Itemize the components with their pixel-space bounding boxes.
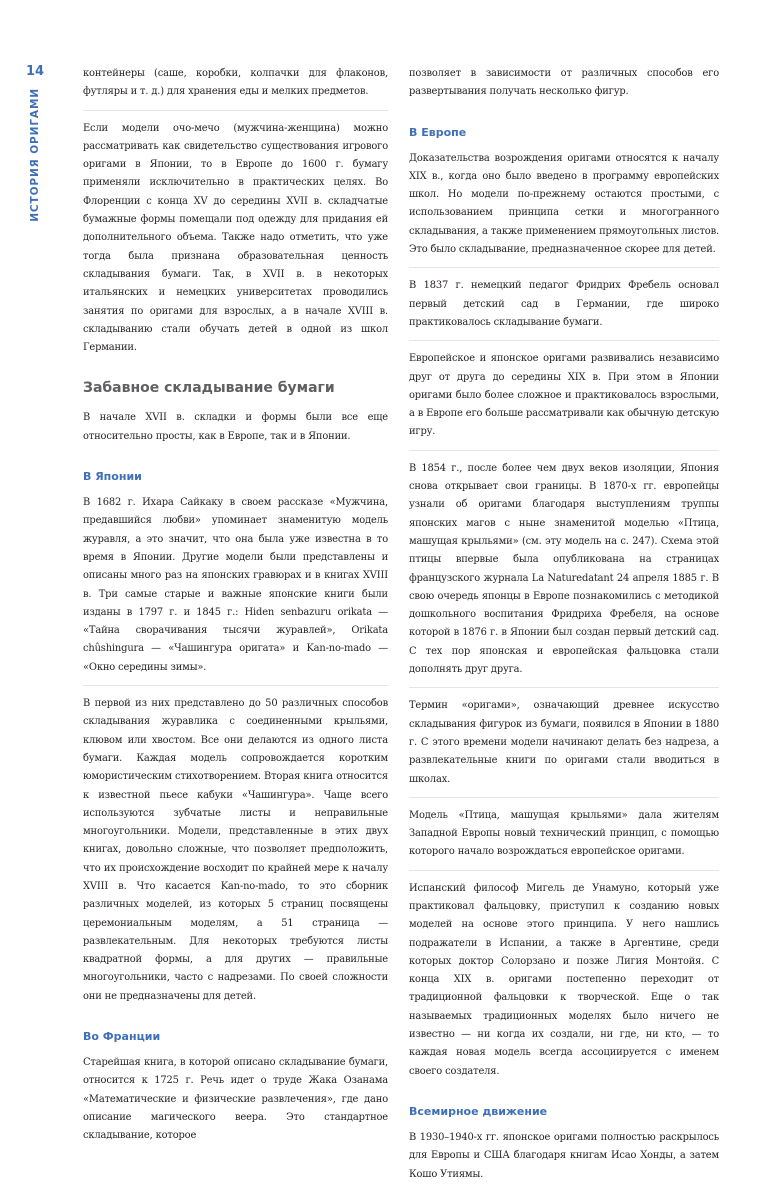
paragraph: Модель «Птица, машущая крыльями» дала жителям Западной Европы новый технический принцип, с помощью которого начало возрождаться европейское оригами.: [409, 807, 719, 871]
section-heading: Забавное складывание бумаги: [83, 380, 335, 397]
paragraph: Испанский философ Мигель де Унамуно, который уже практиковал фальцовку, приступил к созданию новых моделей на основе этого принципа. У него нашлись подражатели в Испании, а также в Аргентине, среди которых доктор Солорзано и позже Лигия Монтойя. С конца XIX в. оригами постепенно переходит от традиционной фальцовки к творческой. Еще о так называемых традиционных моделях было ничего не известно — ни когда их создали, ни где, ни кто, — то каждая новая модель всегда ассоциируется с именем своего создателя.: [409, 882, 719, 1077]
paragraph: В начале XVII в. складки и формы были все еще относительно просты, как в Европе, так и в Японии.: [83, 412, 388, 442]
paragraph: Старейшая книга, в которой описано складывание бумаги, относится к 1725 г. Речь идет о труде Жака Озанама «Математические и физические развлечения», где дано описание магического веера. Это стандартное складывание, которое: [83, 1057, 388, 1142]
paragraph: В 1837 г. немецкий педагог Фридрих Фребель основал первый детский сад в Германии, где широко практиковалось складывание бумаги.: [409, 277, 719, 341]
paragraph: В первой из них представлено до 50 различных способов складывания журавлика с соединенными крыльями, клювом или хвостом. Все они делаются из одного листа бумаги. Каждая модель сопровождается коротким юмористическим стихотворением. Вторая книга относится к известной пьесе кабуки «Чашингура». Чаще всего используются зубчатые листы и неправильные многоугольники. Модели, представленные в этих двух книгах, довольно сложные, что позволяет предположить, что их происхождение восходит по крайней мере к началу XVIII в. Что касается Kan-no-mado, то это сборник различных моделей, из которых 5 страниц посвящены церемониальным моделям, а 51 страница — развлекательным. Для некоторых требуются листы квадратной формы, а для других — правильные многоугольники, часто с надрезами. По своей сложности они не предназначены для детей.: [83, 698, 388, 1002]
paragraph: Если модели очо-мечо (мужчина-женщина) можно рассматривать как свидетельство существования игрового оригами в Японии, то в Европе до 1600 г. бумагу применяли исключительно в практических целях. Во Флоренции с конца XV до середины XVII в. складчатые бумажные формы помещали под одежду для придания ей дополнительного объема. Также надо отметить, что уже тогда была признана образовательная ценность складывания бумаги. Так, в XVII в. в некоторых итальянских и немецких университетах проводились занятия по оригами для взрослых, а в начале XVIII в. складыванию стали обучать детей в одной из школ Германии.: [83, 122, 388, 354]
paragraph: Европейское и японское оригами развивались независимо друг от друга до середины XIX в. При этом в Японии оригами было более сложное и практиковалось взрослыми, а в Европе его больше рассматривали как обычную детскую игру.: [409, 350, 719, 450]
paragraph: В 1930–1940-х гг. японское оригами полностью раскрылось для Европы и США благодаря книгам Исао Хонды, а затем Кошо Утиямы.: [409, 1131, 719, 1180]
page-number: 14: [25, 64, 45, 79]
page-margin: [24, 64, 46, 222]
subsection-heading: В Японии: [83, 470, 142, 484]
right-column: [409, 65, 719, 1201]
subsection-heading: В Европе: [409, 125, 467, 139]
paragraph: контейнеры (саше, коробки, колпачки для флаконов, футляры и т. д.) для хранения еды и мелких предметов.: [83, 65, 388, 111]
left-column: [83, 65, 388, 1163]
paragraph: Доказательства возрождения оригами относятся к началу XIX в., когда оно было введено в программу европейских школ. Но модели по-прежнему остаются простыми, с использованием принципа сетки и многогранного складывания, а также применением прямоугольных листов. Это было складывание, предназначенное скорее для детей.: [409, 150, 719, 269]
running-head: ИСТОРИЯ ОРИГАМИ: [29, 88, 41, 222]
subsection-heading: Во Франции: [83, 1030, 161, 1044]
paragraph: В 1854 г., после более чем двух веков изоляции, Япония снова открывает свои границы. В 1870-х гг. европейцы узнали об оригами благодаря выступлениям труппы японских магов с ныне знаменитой моделью «Птица, машущая крыльями» (см. эту модель на с. 247). Схема этой птицы впервые была опубликована на страницах французского журнала La Naturedatant 24 апреля 1885 г. В свою очередь японцы в Европе познакомились с методикой дошкольного воспитания Фридриха Фребеля, на основе которой в 1876 г. в Японии был создан первый детский сад. С тех пор японская и европейская фальцовка стали дополнять друг друга.: [409, 460, 719, 689]
paragraph: позволяет в зависимости от различных способов его развертывания получать несколько фигур.: [409, 68, 719, 98]
paragraph: Термин «оригами», означающий древнее искусство складывания фигурок из бумаги, появился в Японии в 1880 г. С этого времени модели начинают делать без надреза, а развлекательные книги по оригами стали вводиться в школах.: [409, 697, 719, 797]
paragraph: В 1682 г. Ихара Сайкаку в своем рассказе «Мужчина, предавшийся любви» упоминает знаменитую модель журавля, а это значит, что она была уже известна в то время в Японии. Другие модели были представлены и описаны много раз на японских гравюрах и в книгах XVIII в. Три самые старые и важные японские книги были изданы в 1797 г. и 1845 г.: Hiden senbazuru orikata — «Тайна сворачивания тысячи журавлей», Orikata chûshingura — «Чашингура оригата» и Kan-no-mado — «Окно середины зимы».: [83, 494, 388, 686]
subsection-heading: Всемирное движение: [409, 1104, 548, 1118]
